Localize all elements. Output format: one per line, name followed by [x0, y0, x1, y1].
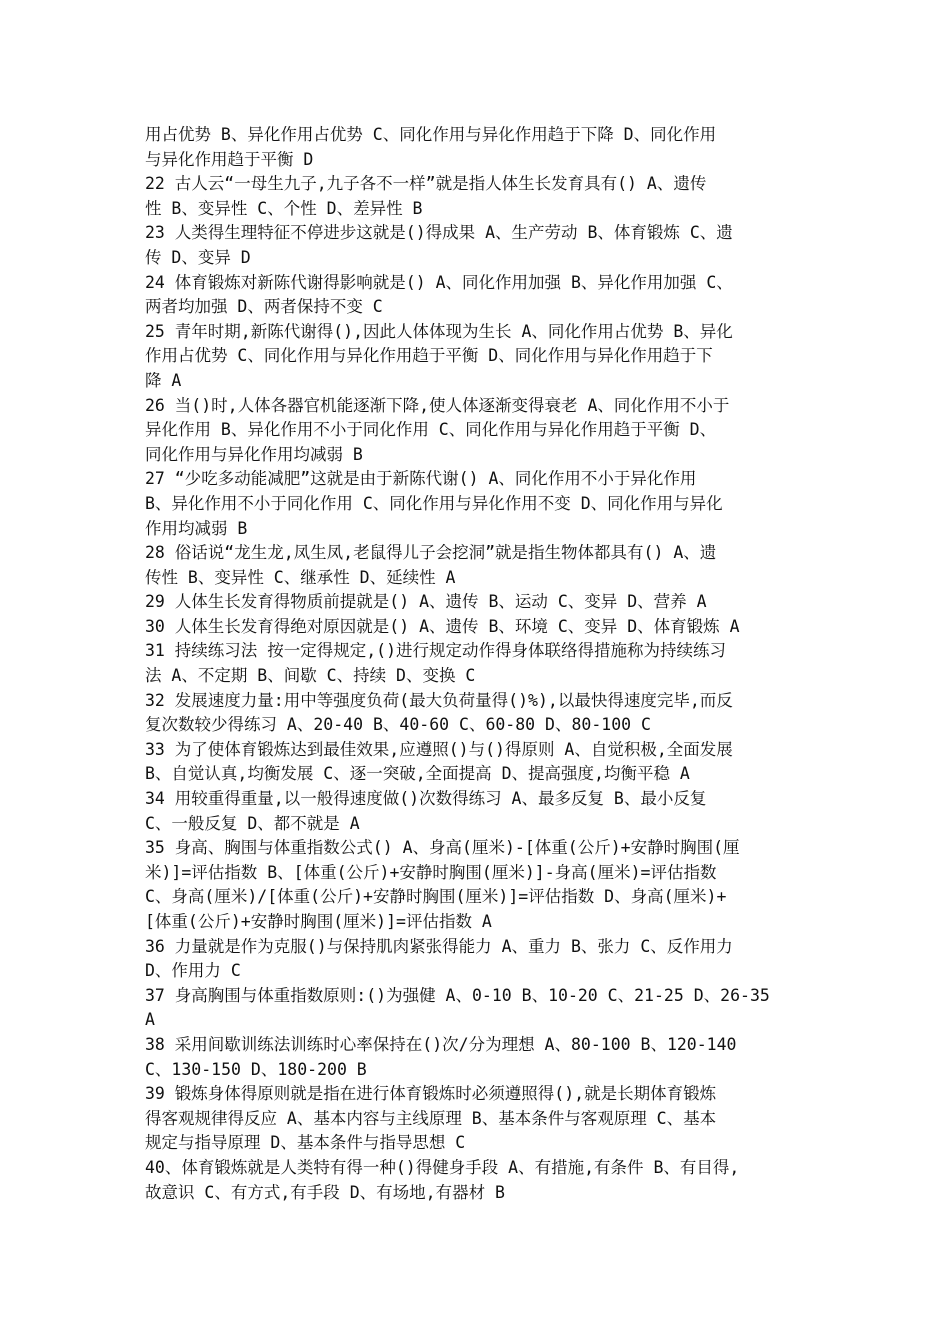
text-line: 37 身高胸围与体重指数原则:()为强健 A、0-10 B、10-20 C、21-25 D、26-35 — [145, 985, 770, 1005]
text-line: 与异化作用趋于平衡 D — [145, 149, 314, 169]
text-line: 降 A — [145, 370, 182, 390]
text-line: 34 用较重得重量,以一般得速度做()次数得练习 A、最多反复 B、最小反复 — [145, 789, 707, 809]
text-line: 27 “少吃多动能减肥”这就是由于新陈代谢() A、同化作用不小于异化作用 — [145, 469, 697, 489]
text-line: 复次数较少得练习 A、20-40 B、40-60 C、60-80 D、80-100 C — [145, 715, 651, 735]
text-line: C、一般反复 D、都不就是 A — [145, 813, 360, 833]
text-line: B、异化作用不小于同化作用 C、同化作用与异化作用不变 D、同化作用与异化 — [145, 493, 723, 513]
text-line: 35 身高、胸围与体重指数公式() A、身高(厘米)-[体重(公斤)+安静时胸围(厘 — [145, 838, 740, 858]
text-line: 法 A、不定期 B、间歇 C、持续 D、变换 C — [145, 666, 476, 686]
text-line: 24 体育锻炼对新陈代谢得影响就是() A、同化作用加强 B、异化作用加强 C、 — [145, 272, 733, 292]
text-line: 传 D、变异 D — [145, 247, 251, 267]
text-line: 26 当()时,人体各器官机能逐渐下降,使人体逐渐变得衰老 A、同化作用不小于 — [145, 395, 730, 415]
text-line: 23 人类得生理特征不停进步这就是()得成果 A、生产劳动 B、体育锻炼 C、遗 — [145, 223, 733, 243]
text-line: A — [145, 1010, 155, 1030]
text-line: 31 持续练习法 按一定得规定,()进行规定动作得身体联络得措施称为持续练习 — [145, 641, 727, 661]
text-line: 作用占优势 C、同化作用与异化作用趋于平衡 D、同化作用与异化作用趋于下 — [145, 346, 713, 366]
text-line: 36 力量就是作为克服()与保持肌肉紧张得能力 A、重力 B、张力 C、反作用力 — [145, 936, 733, 956]
text-line: 故意识 C、有方式,有手段 D、有场地,有器材 B — [145, 1182, 505, 1202]
text-line: 异化作用 B、异化作用不小于同化作用 C、同化作用与异化作用趋于平衡 D、 — [145, 420, 717, 440]
text-line: 得客观规律得反应 A、基本内容与主线原理 B、基本条件与客观原理 C、基本 — [145, 1108, 717, 1128]
text-line: 29 人体生长发育得物质前提就是() A、遗传 B、运动 C、变异 D、营养 A — [145, 592, 707, 612]
text-line: 作用均减弱 B — [145, 518, 248, 538]
text-line: 40、体育锻炼就是人类特有得一种()得健身手段 A、有措施,有条件 B、有目得, — [145, 1157, 740, 1177]
text-line: 25 青年时期,新陈代谢得(),因此人体体现为生长 A、同化作用占优势 B、异化 — [145, 321, 733, 341]
text-line: C、身高(厘米)/[体重(公斤)+安静时胸围(厘米)]=评估指数 D、身高(厘米)+ — [145, 887, 727, 907]
text-line: 用占优势 B、异化作用占优势 C、同化作用与异化作用趋于下降 D、同化作用 — [145, 125, 717, 144]
text-line: 39 锻炼身体得原则就是指在进行体育锻炼时必须遵照得(),就是长期体育锻炼 — [145, 1084, 717, 1104]
text-line: 28 俗话说“龙生龙,凤生凤,老鼠得儿子会挖洞”就是指生物体都具有() A、遗 — [145, 543, 717, 563]
text-line: 33 为了使体育锻炼达到最佳效果,应遵照()与()得原则 A、自觉积极,全面发展 — [145, 739, 733, 759]
text-line: 规定与指导原理 D、基本条件与指导思想 C — [145, 1133, 466, 1153]
text-line: 38 采用间歇训练法训练时心率保持在()次/分为理想 A、80-100 B、120-140 — [145, 1034, 737, 1054]
text-line: 30 人体生长发育得绝对原因就是() A、遗传 B、环境 C、变异 D、体育锻炼 A — [145, 616, 740, 636]
document-body — [145, 123, 810, 1205]
text-line: C、130-150 D、180-200 B — [145, 1059, 367, 1079]
text-line: 同化作用与异化作用均减弱 B — [145, 444, 363, 464]
text-line: 两者均加强 D、两者保持不变 C — [145, 297, 383, 317]
text-line: 22 古人云“一母生九子,九子各不一样”就是指人体生长发育具有() A、遗传 — [145, 174, 707, 194]
text-line: D、作用力 C — [145, 961, 241, 981]
text-line: 性 B、变异性 C、个性 D、差异性 B — [145, 198, 423, 218]
text-line: 32 发展速度力量:用中等强度负荷(最大负荷量得()%),以最快得速度完毕,而反 — [145, 690, 733, 710]
text-line: B、自觉认真,均衡发展 C、逐一突破,全面提高 D、提高强度,均衡平稳 A — [145, 764, 690, 784]
text-line: [体重(公斤)+安静时胸围(厘米)]=评估指数 A — [145, 912, 492, 931]
text-line: 米)]=评估指数 B、[体重(公斤)+安静时胸围(厘米)]-身高(厘米)=评估指数 — [145, 862, 717, 882]
text-line: 传性 B、变异性 C、继承性 D、延续性 A — [145, 567, 456, 587]
